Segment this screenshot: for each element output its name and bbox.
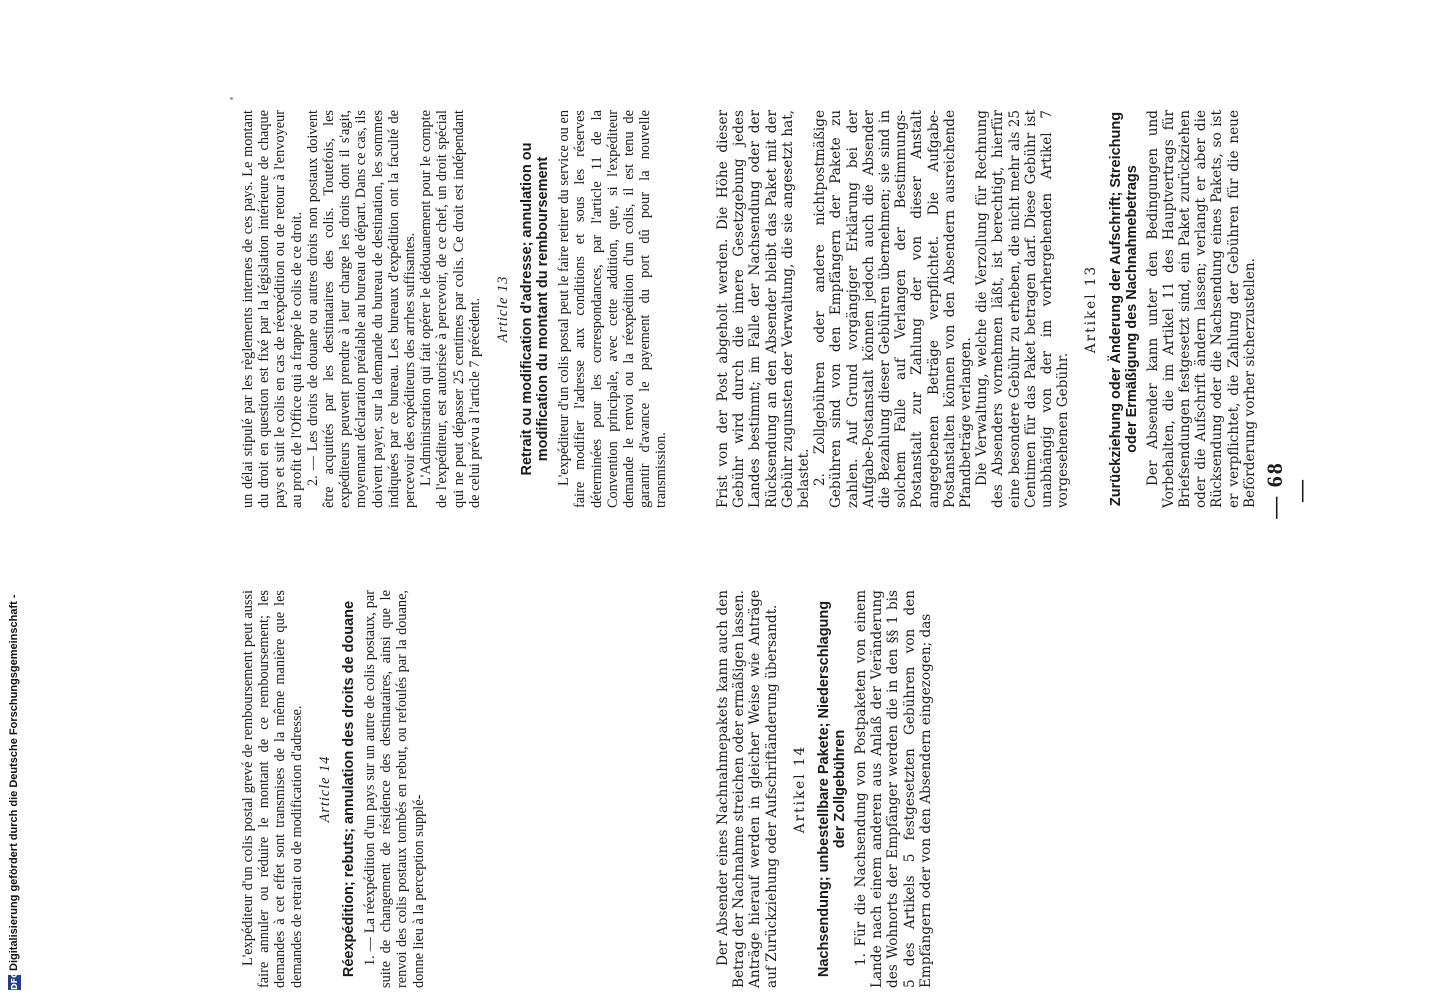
fr-paragraph-1: un délai stipulé par les règlements internes de ces pays. Le montant du droit en question est fixé par la législation intérieure de chaque pays et suit le colis en cas de réexpédition ou de retour à l'envoyeur au profit de l'Office qui a frappé le colis de ce droit.: [240, 110, 305, 508]
de-paragraph-5: Der Absender eines Nachnahmepakets kann auch den Betrag der Nachnahme streichen oder ermäßigen lassen. Anträge hierauf werden in gleicher Weise wie Anträge auf Zurückziehung oder Aufschriftänderung übersandt.: [715, 590, 780, 988]
de-paragraph-4: Der Absender kann unter den Bedingungen und Vorbehalten, die im Artikel 11 des Hauptvertrags für Briefsendungen festgesetzt sind, ein Paket zurückziehen oder die Aufschrift ändern lassen; verlangt er aber die Rücksendung oder die Nachsendung eines Pakets, so ist er verpflichtet, die Zahlung der Gebühren für die neue Beförderung vorher sicherzustellen.: [1144, 110, 1258, 508]
footer-text: Digitalisierung gefördert durch die Deutsche Forschungsgemeinschaft -: [8, 594, 20, 971]
fr-article-13-title: Article 13: [495, 275, 512, 343]
fr-paragraph-3: L'Administration qui fait opérer le dédouanement pour le compte de l'expéditeur, est autorisée à percevoir, de ce chef, un droit spécial qui ne peut dépasser 25 centimes par colis. Ce droit est indépendant de celui prévu à l'article 7 précédent.: [418, 110, 483, 508]
digitization-footer: [4, 0, 24, 990]
fr-paragraph-2: 2. — Les droits de douane ou autres droits non postaux doivent être acquittés par les destinataires des colis. Toutefois, les expéditeurs peuvent prendre à leur charge les droits dont il s'agit, moyennant déclaration préalable au bureau de départ. Dans ce cas, ils doivent payer, sur la demande du bureau de destination, les sommes indiquées par ce bureau. Les bureaux d'expédition ont la faculté de percevoir des expéditeurs des arrhes suffisantes.: [304, 110, 419, 508]
french-column-lower: [240, 590, 427, 988]
fr-article-14-heading: Réexpédition; rebuts; annulation des droits de douane: [341, 600, 358, 978]
french-column-upper: [240, 110, 670, 508]
scan-speck: [230, 97, 233, 100]
german-column-upper: [715, 110, 1258, 508]
de-article-14-heading: Nachsendung; unbestellbare Pakete; Niederschlagung der Zollgebühren: [816, 600, 849, 978]
de-paragraph-2: 2. Zollgebühren oder andere nichtpostmäßige Gebühren sind von den Empfängern der Pakete zu zahlen. Auf Grund vorgängiger Erklärung bei der Aufgabe-Postanstalt können jedoch auch die Absender die Bezahlung dieser Gebühren übernehmen; sie sind in solchem Falle auf Verlangen der Bestimmungs-Postanstalt zur Zahlung der von dieser Anstalt angegebenen Beträge verpflichtet. Die Aufgabe-Postanstalten können von den Absendern ausreichende Pfandbeträge verlangen.: [812, 110, 975, 508]
de-article-13-title: Artikel 13: [1083, 264, 1100, 354]
de-paragraph-3: Die Verwaltung, welche die Verzollung für Rechnung des Absenders vornehmen läßt, ist berechtigt, hierfür eine besondere Gebühr zu erheben, die nicht mehr als 25 Centimen für das Paket betragen darf. Diese Gebühr ist unabhängig von der im vorhergehenden Artikel 7 vorgesehenen Gebühr.: [974, 110, 1072, 508]
de-paragraph-6: 1. Für die Nachsendung von Postpaketen von einem Lande nach einem anderen aus Anlaß der Veränderung des Wohnorts der Empfänger werden die in den §§ 1 bis 5 des Artikels 5 festgesetzten Gebühren von den Empfängern oder von den Absendern eingezogen; das: [853, 590, 934, 988]
fr-paragraph-6: 1. — La réexpédition d'un pays sur un autre de colis postaux, par suite de changement de résidence des destinataires, ainsi que le renvoi des colis postaux tombés en rebut, ou refoulés par la douane, donne lieu à la perception supplé-: [362, 590, 427, 988]
page-number: — 68 —: [1262, 461, 1313, 519]
fr-paragraph-4: L'expéditeur d'un colis postal peut le faire retirer du service ou en faire modifier l'adresse aux conditions et sous les réserves déterminées pour les correspondances, par l'article 11 de la Convention principale, avec cette addition, que, si l'expéditeur demande le renvoi ou la réexpédition d'un colis, il est tenu de garantir d'avance le payement du port dû pour la nouvelle transmission.: [556, 110, 670, 508]
de-article-14-title: Artikel 14: [791, 744, 808, 834]
german-column-lower: [715, 590, 934, 988]
fr-article-13-heading: Retrait ou modification d'adresse; annulation ou modification du montant du remboursement: [519, 142, 552, 476]
fr-paragraph-5: L'expéditeur d'un colis postal grevé de remboursement peut aussi faire annuler ou réduire le montant de ce remboursement; les demandes à cet effet sont transmises de la même manière que les demandes de retrait ou de modification d'adresse.: [240, 590, 305, 988]
fr-article-14-title: Article 14: [316, 755, 333, 823]
de-paragraph-1: Frist von der Post abgeholt werden. Die Höhe dieser Gebühr wird durch die innere Gesetzgebung jedes Landes bestimmt; im Falle der Nachsendung oder der Rücksendung an den Absender bleibt das Paket mit der Gebühr zugunsten der Verwaltung, die sie angesetzt hat, belastet.: [715, 110, 813, 508]
de-article-13-heading: Zurückziehung oder Änderung der Aufschrift; Streichung oder Ermäßigung des Nachnahmebetrags: [1107, 111, 1140, 507]
dfg-logo-icon: DFG: [9, 971, 19, 990]
